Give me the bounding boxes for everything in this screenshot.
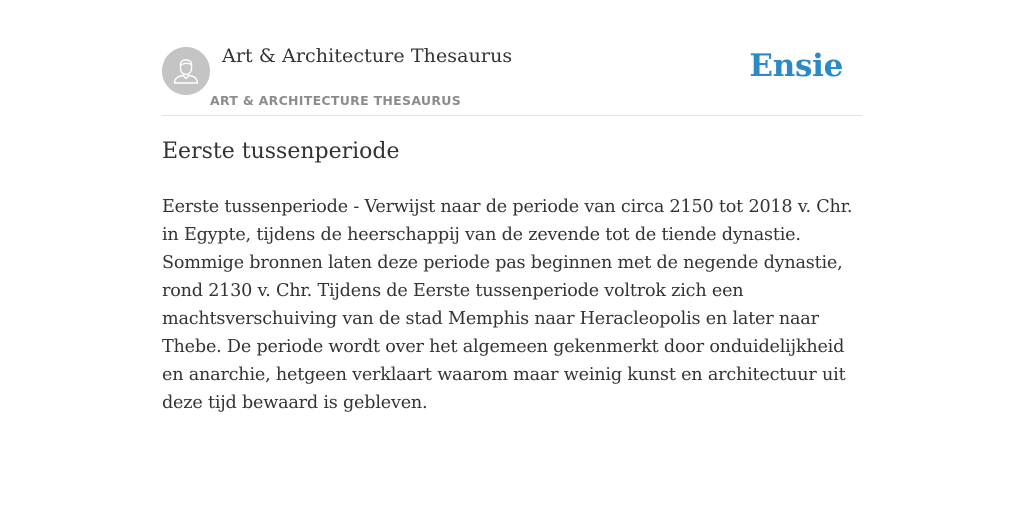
ensie-logo[interactable]: Ensie <box>749 48 843 84</box>
header <box>162 40 862 116</box>
avatar[interactable] <box>162 47 210 95</box>
page-title: Eerste tussenperiode <box>162 139 400 164</box>
user-icon <box>162 47 210 95</box>
author-source-label[interactable]: ART & ARCHITECTURE THESAURUS <box>210 93 462 108</box>
definition-text: Eerste tussenperiode - Verwijst naar de periode van circa 2150 tot 2018 v. Chr. in Egypte, tijdens de heerschappij van de zevende tot de tiende dynastie. Sommige bronnen laten deze periode pas beginnen met de negende dynastie, rond 2130 v. Chr. Tijdens de Eerste tussenperiode voltrok zich een machtsverschuiving van de stad Memphis naar Heracleopolis en later naar Thebe. De periode wordt over het algemeen gekenmerkt door onduidelijkheid en anarchie, hetgeen verklaart waarom maar weinig kunst en architectuur uit deze tijd bewaard is gebleven. <box>162 197 853 413</box>
author-name[interactable]: Art & Architecture Thesaurus <box>222 45 513 67</box>
